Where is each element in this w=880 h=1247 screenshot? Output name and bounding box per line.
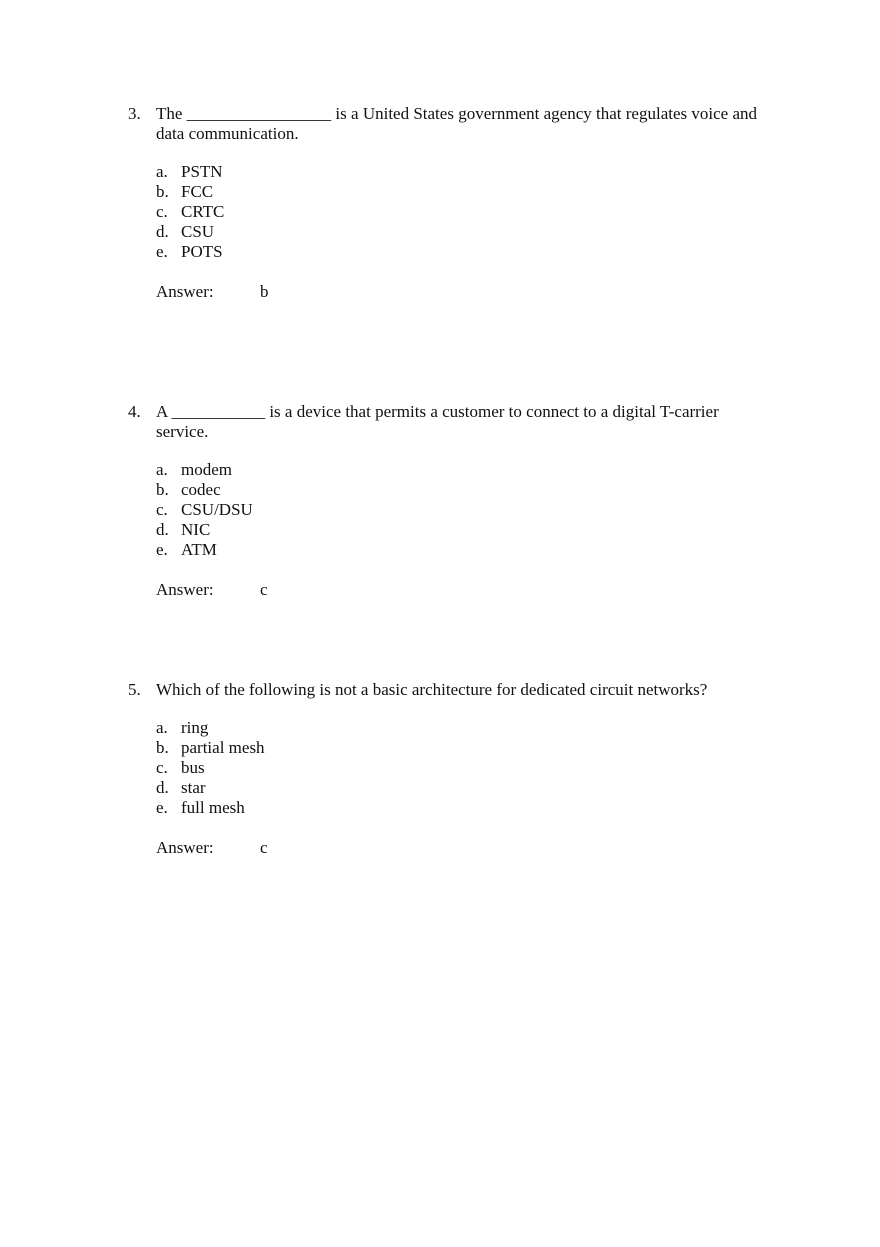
option-letter: e. [156, 798, 168, 817]
option-list [156, 460, 768, 560]
option-text: CSU/DSU [181, 500, 253, 519]
question-stem [128, 402, 768, 442]
option-text: POTS [181, 242, 223, 261]
question-text: Which of the following is not a basic architecture for dedicated circuit networks? [156, 680, 708, 699]
option-e [156, 798, 768, 818]
option-c [156, 758, 768, 778]
answer-line [156, 282, 768, 302]
option-text: ATM [181, 540, 217, 559]
question-text: A ___________ is a device that permits a customer to connect to a digital T-carrier service. [156, 402, 719, 441]
option-letter: d. [156, 520, 169, 539]
answer-label: Answer: [156, 580, 214, 599]
option-letter: a. [156, 718, 168, 737]
option-text: FCC [181, 182, 214, 201]
option-letter: c. [156, 758, 168, 777]
option-e [156, 540, 768, 560]
question-3 [128, 104, 768, 302]
question-number: 5. [128, 680, 141, 699]
answer-line [156, 838, 768, 858]
option-letter: c. [156, 500, 168, 519]
option-d [156, 222, 768, 242]
question-number: 3. [128, 104, 141, 123]
question-number: 4. [128, 402, 141, 421]
answer-line [156, 580, 768, 600]
option-e [156, 242, 768, 262]
option-text: CSU [181, 222, 215, 241]
answer-value: b [260, 282, 269, 301]
option-letter: c. [156, 202, 168, 221]
question-5 [128, 680, 768, 858]
question-text: The _________________ is a United States government agency that regulates voice and data communication. [156, 104, 757, 143]
answer-label: Answer: [156, 282, 214, 301]
option-letter: b. [156, 182, 169, 201]
option-c [156, 500, 768, 520]
answer-value: c [260, 580, 268, 599]
option-text: NIC [181, 520, 211, 539]
option-letter: a. [156, 162, 168, 181]
option-list [156, 718, 768, 818]
option-text: CRTC [181, 202, 225, 221]
question-4 [128, 402, 768, 600]
option-a [156, 460, 768, 480]
option-letter: b. [156, 480, 169, 499]
option-text: PSTN [181, 162, 223, 181]
option-b [156, 480, 768, 500]
option-d [156, 520, 768, 540]
option-letter: a. [156, 460, 168, 479]
option-letter: d. [156, 778, 169, 797]
option-list [156, 162, 768, 262]
option-letter: e. [156, 540, 168, 559]
option-text: codec [181, 480, 221, 499]
option-letter: e. [156, 242, 168, 261]
option-text: partial mesh [181, 738, 265, 757]
option-text: star [181, 778, 206, 797]
option-text: modem [181, 460, 232, 479]
option-letter: d. [156, 222, 169, 241]
option-a [156, 718, 768, 738]
option-text: full mesh [181, 798, 245, 817]
option-text: bus [181, 758, 205, 777]
question-stem [128, 680, 768, 700]
option-letter: b. [156, 738, 169, 757]
option-b [156, 182, 768, 202]
option-c [156, 202, 768, 222]
question-stem [128, 104, 768, 144]
option-a [156, 162, 768, 182]
option-b [156, 738, 768, 758]
option-text: ring [181, 718, 209, 737]
answer-value: c [260, 838, 268, 857]
answer-label: Answer: [156, 838, 214, 857]
option-d [156, 778, 768, 798]
